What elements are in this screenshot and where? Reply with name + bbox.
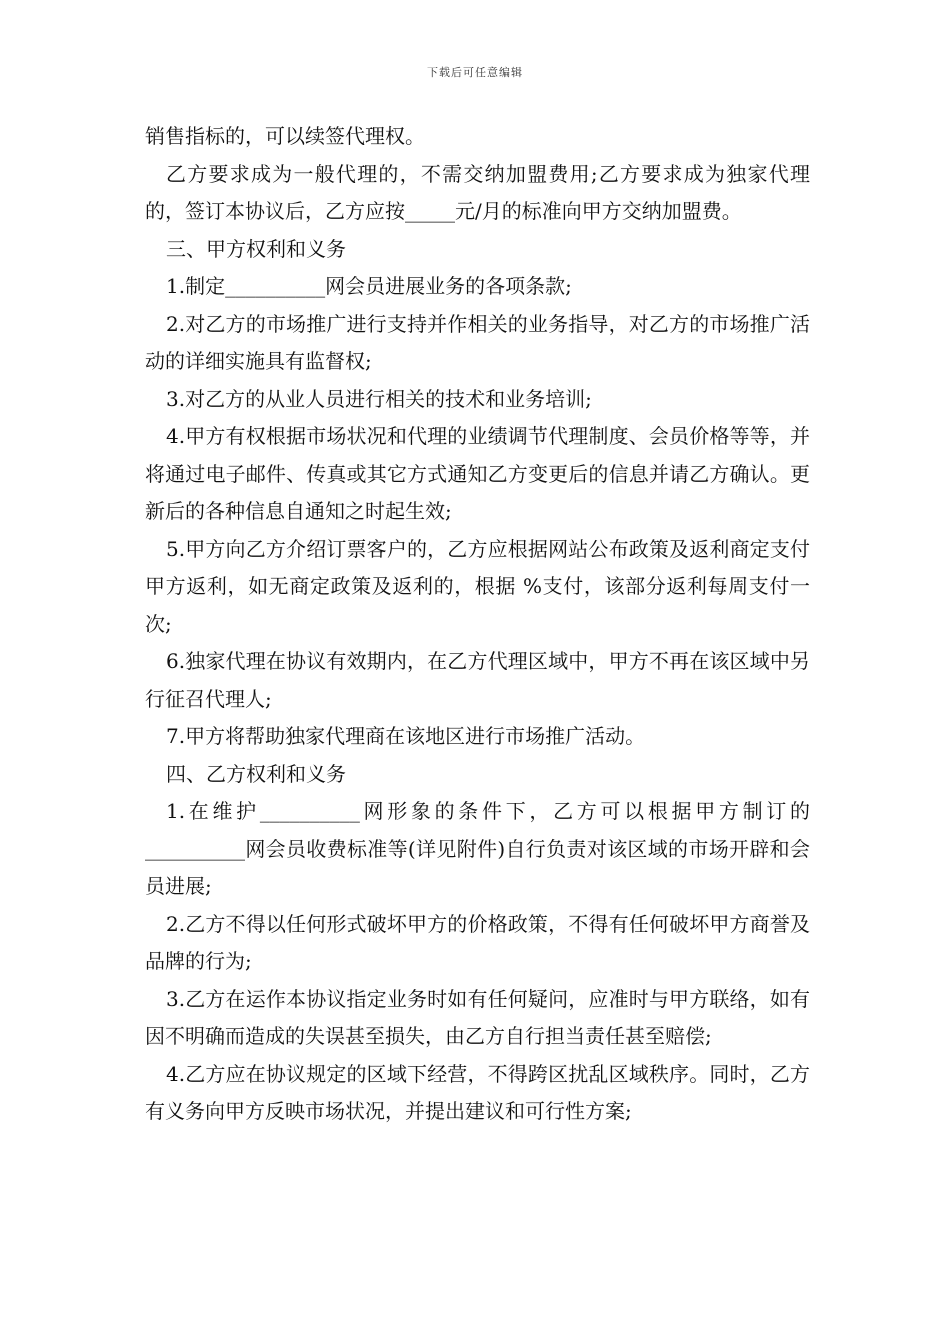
paragraph: 2.对乙方的市场推广进行支持并作相关的业务指导，对乙方的市场推广活动的详细实施具有监督权;: [145, 311, 810, 373]
paragraph: 7.甲方将帮助独家代理商在该地区进行市场推广活动。: [166, 724, 646, 748]
paragraph: 5.甲方向乙方介绍订票客户的，乙方应根据网站公布政策及返利商定支付甲方返利，如无商定政策及返利的，根据 %支付，该部分返利每周支付一次;: [145, 536, 810, 636]
paragraph: 2.乙方不得以任何形式破坏甲方的价格政策，不得有任何破坏甲方商誉及品牌的行为;: [145, 911, 810, 973]
paragraph: 6.独家代理在协议有效期内，在乙方代理区域中，甲方不再在该区域中另行征召代理人;: [145, 649, 810, 711]
document-body: [145, 118, 810, 1131]
paragraph: 4.甲方有权根据市场状况和代理的业绩调节代理制度、会员价格等等，并将通过电子邮件、传真或其它方式通知乙方变更后的信息并请乙方确认。更新后的各种信息自通知之时起生效;: [145, 424, 810, 523]
page-header: 下载后可任意编辑: [427, 66, 523, 79]
paragraph: 1.在维护__________网形象的条件下，乙方可以根据甲方制订的__________网会员收费标准等(详见附件)自行负责对该区域的市场开辟和会员进展;: [145, 799, 810, 898]
paragraph: 乙方要求成为一般代理的，不需交纳加盟费用;乙方要求成为独家代理的，签订本协议后，乙方应按_____元/月的标准向甲方交纳加盟费。: [145, 161, 810, 223]
paragraph: 1.制定__________网会员进展业务的各项条款;: [166, 274, 572, 298]
section-heading: 四、乙方权利和义务: [166, 761, 346, 786]
paragraph: 4.乙方应在协议规定的区域下经营，不得跨区扰乱区域秩序。同时，乙方有义务向甲方反映市场状况，并提出建议和可行性方案;: [145, 1061, 810, 1123]
section-heading: 三、甲方权利和义务: [166, 236, 346, 261]
paragraph: 销售指标的，可以续签代理权。: [145, 124, 425, 148]
paragraph: 3.乙方在运作本协议指定业务时如有任何疑问，应准时与甲方联络，如有因不明确而造成的失误甚至损失，由乙方自行担当责任甚至赔偿;: [145, 986, 810, 1048]
paragraph: 3.对乙方的从业人员进行相关的技术和业务培训;: [166, 386, 592, 411]
